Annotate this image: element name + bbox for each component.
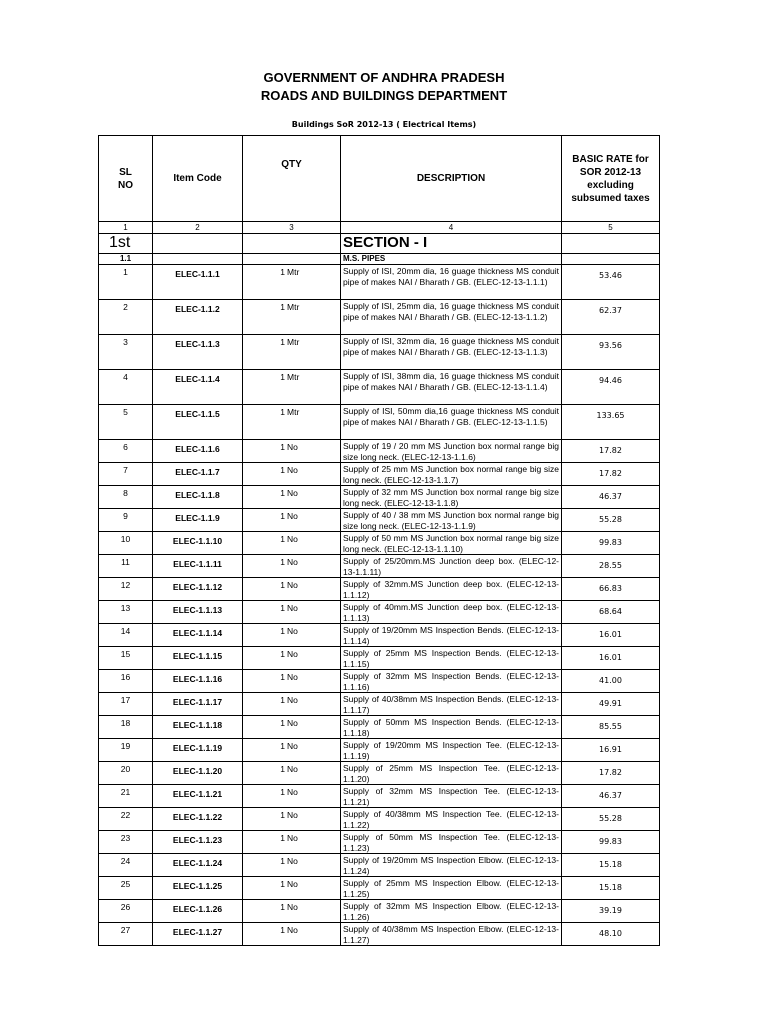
qty-unit: No <box>287 580 298 590</box>
table-row <box>99 900 660 923</box>
basic-rate-cell: 99.83 <box>562 532 660 555</box>
basic-rate-cell: 15.18 <box>562 877 660 900</box>
description-cell: Supply of 32 mm MS Junction box normal range big size long neck. (ELEC-12-13-1.1.8) <box>341 486 562 509</box>
qty-unit: No <box>287 603 298 613</box>
qty-value: 1 <box>280 557 285 567</box>
table-row <box>99 555 660 578</box>
qty-value: 1 <box>280 407 285 417</box>
item-code-cell: ELEC-1.1.11 <box>153 555 243 578</box>
table-header-row <box>99 136 660 222</box>
item-code-cell: ELEC-1.1.14 <box>153 624 243 647</box>
qty-value: 1 <box>280 626 285 636</box>
qty-value: 1 <box>280 856 285 866</box>
sl-no-cell: 4 <box>99 370 153 405</box>
qty-value: 1 <box>280 372 285 382</box>
table-row <box>99 532 660 555</box>
description-cell: Supply of ISI, 38mm dia, 16 guage thickness MS conduit pipe of makes NAI / Bharath / GB. (ELEC-12-13-1.1.4) <box>341 370 562 405</box>
description-cell: Supply of 19/20mm MS Inspection Tee. (ELEC-12-13-1.1.19) <box>341 739 562 762</box>
column-number-row <box>99 222 660 234</box>
qty-cell <box>243 370 341 405</box>
header-description: DESCRIPTION <box>341 136 562 222</box>
item-code-cell: ELEC-1.1.6 <box>153 440 243 463</box>
table-row <box>99 624 660 647</box>
qty-value: 1 <box>280 442 285 452</box>
qty-cell <box>243 831 341 854</box>
sl-no-cell: 8 <box>99 486 153 509</box>
table-row <box>99 440 660 463</box>
qty-unit: No <box>287 925 298 935</box>
header-item-code: Item Code <box>153 136 243 222</box>
item-code-cell: ELEC-1.1.22 <box>153 808 243 831</box>
item-code-cell: ELEC-1.1.13 <box>153 601 243 624</box>
qty-cell <box>243 601 341 624</box>
sl-no-cell: 3 <box>99 335 153 370</box>
header-basic-rate: BASIC RATE for SOR 2012-13 excluding subsumed taxes <box>562 136 660 222</box>
qty-cell <box>243 762 341 785</box>
sl-no-cell: 6 <box>99 440 153 463</box>
empty-cell <box>562 234 660 254</box>
sl-no-cell: 27 <box>99 923 153 946</box>
qty-unit: No <box>287 879 298 889</box>
qty-cell <box>243 265 341 300</box>
item-code-cell: ELEC-1.1.27 <box>153 923 243 946</box>
sl-no-cell: 19 <box>99 739 153 762</box>
qty-unit: No <box>287 511 298 521</box>
sl-no-cell: 13 <box>99 601 153 624</box>
table-row <box>99 335 660 370</box>
qty-unit: Mtr <box>287 302 300 312</box>
description-cell: Supply of 25/20mm.MS Junction deep box. (ELEC-12-13-1.1.11) <box>341 555 562 578</box>
description-cell: Supply of ISI, 50mm dia,16 guage thickness MS conduit pipe of makes NAI / Bharath / GB. (ELEC-12-13-1.1.5) <box>341 405 562 440</box>
description-cell: Supply of 40 / 38 mm MS Junction box normal range big size long neck. (ELEC-12-13-1.1.9) <box>341 509 562 532</box>
empty-cell <box>243 254 341 265</box>
qty-unit: No <box>287 810 298 820</box>
qty-value: 1 <box>280 787 285 797</box>
item-code-cell: ELEC-1.1.24 <box>153 854 243 877</box>
table-row <box>99 578 660 601</box>
description-cell: Supply of 25mm MS Inspection Tee. (ELEC-12-13-1.1.20) <box>341 762 562 785</box>
sl-no-cell: 1 <box>99 265 153 300</box>
sl-no-cell: 17 <box>99 693 153 716</box>
qty-cell <box>243 509 341 532</box>
basic-rate-cell: 17.82 <box>562 440 660 463</box>
basic-rate-cell: 55.28 <box>562 509 660 532</box>
item-code-cell: ELEC-1.1.7 <box>153 463 243 486</box>
description-cell: Supply of 32mm MS Inspection Tee. (ELEC-12-13-1.1.21) <box>341 785 562 808</box>
item-code-cell: ELEC-1.1.16 <box>153 670 243 693</box>
qty-value: 1 <box>280 810 285 820</box>
table-row <box>99 785 660 808</box>
table-row <box>99 923 660 946</box>
subsection-title: M.S. PIPES <box>341 254 562 265</box>
department-subtitle: ROADS AND BUILDINGS DEPARTMENT <box>260 88 508 103</box>
basic-rate-cell: 16.01 <box>562 647 660 670</box>
qty-cell <box>243 486 341 509</box>
qty-cell <box>243 440 341 463</box>
basic-rate-cell: 16.91 <box>562 739 660 762</box>
qty-value: 1 <box>280 488 285 498</box>
qty-value: 1 <box>280 925 285 935</box>
qty-unit: No <box>287 465 298 475</box>
item-code-cell: ELEC-1.1.21 <box>153 785 243 808</box>
qty-cell <box>243 335 341 370</box>
table-row <box>99 601 660 624</box>
description-cell: Supply of ISI, 32mm dia, 16 guage thickness MS conduit pipe of makes NAI / Bharath / GB. (ELEC-12-13-1.1.3) <box>341 335 562 370</box>
qty-cell <box>243 716 341 739</box>
qty-value: 1 <box>280 902 285 912</box>
column-number: 4 <box>341 222 562 234</box>
qty-unit: No <box>287 856 298 866</box>
basic-rate-cell: 68.64 <box>562 601 660 624</box>
qty-value: 1 <box>280 764 285 774</box>
item-code-cell: ELEC-1.1.2 <box>153 300 243 335</box>
subsection-row <box>99 254 660 265</box>
qty-value: 1 <box>280 649 285 659</box>
qty-unit: No <box>287 534 298 544</box>
sl-no-cell: 12 <box>99 578 153 601</box>
sl-no-cell: 16 <box>99 670 153 693</box>
sl-no-cell: 25 <box>99 877 153 900</box>
description-cell: Supply of 50mm MS Inspection Bends. (ELEC-12-13-1.1.18) <box>341 716 562 739</box>
qty-unit: No <box>287 649 298 659</box>
qty-unit: No <box>287 833 298 843</box>
qty-value: 1 <box>280 337 285 347</box>
basic-rate-cell: 15.18 <box>562 854 660 877</box>
qty-unit: No <box>287 764 298 774</box>
sl-no-cell: 11 <box>99 555 153 578</box>
description-cell: Supply of 19/20mm MS Inspection Bends. (ELEC-12-13-1.1.14) <box>341 624 562 647</box>
description-cell: Supply of 32mm MS Inspection Elbow. (ELEC-12-13-1.1.26) <box>341 900 562 923</box>
description-cell: Supply of 19 / 20 mm MS Junction box normal range big size long neck. (ELEC-12-13-1.1.6) <box>341 440 562 463</box>
description-cell: Supply of 40/38mm MS Inspection Bends. (ELEC-12-13-1.1.17) <box>341 693 562 716</box>
basic-rate-cell: 41.00 <box>562 670 660 693</box>
basic-rate-cell: 39.19 <box>562 900 660 923</box>
qty-unit: No <box>287 787 298 797</box>
qty-value: 1 <box>280 672 285 682</box>
qty-value: 1 <box>280 695 285 705</box>
column-number: 2 <box>153 222 243 234</box>
description-cell: Supply of 50mm MS Inspection Tee. (ELEC-12-13-1.1.23) <box>341 831 562 854</box>
table-row <box>99 370 660 405</box>
sl-no-cell: 21 <box>99 785 153 808</box>
basic-rate-cell: 53.46 <box>562 265 660 300</box>
qty-unit: Mtr <box>287 372 300 382</box>
item-code-cell: ELEC-1.1.12 <box>153 578 243 601</box>
item-code-cell: ELEC-1.1.4 <box>153 370 243 405</box>
header-qty: QTY <box>243 136 341 222</box>
qty-unit: Mtr <box>287 337 300 347</box>
item-code-cell: ELEC-1.1.1 <box>153 265 243 300</box>
qty-cell <box>243 300 341 335</box>
section-label: 1st <box>99 234 153 254</box>
table-row <box>99 300 660 335</box>
basic-rate-cell: 16.01 <box>562 624 660 647</box>
header-sl-no: SL NO <box>99 136 153 222</box>
table-row <box>99 808 660 831</box>
basic-rate-cell: 49.91 <box>562 693 660 716</box>
item-code-cell: ELEC-1.1.19 <box>153 739 243 762</box>
qty-value: 1 <box>280 580 285 590</box>
qty-cell <box>243 739 341 762</box>
qty-value: 1 <box>280 267 285 277</box>
sor-table <box>98 135 660 946</box>
qty-unit: No <box>287 695 298 705</box>
sl-no-cell: 2 <box>99 300 153 335</box>
item-code-cell: ELEC-1.1.23 <box>153 831 243 854</box>
sl-no-cell: 7 <box>99 463 153 486</box>
empty-cell <box>243 234 341 254</box>
qty-cell <box>243 854 341 877</box>
empty-cell <box>153 234 243 254</box>
table-row <box>99 693 660 716</box>
basic-rate-cell: 85.55 <box>562 716 660 739</box>
qty-value: 1 <box>280 465 285 475</box>
basic-rate-cell: 17.82 <box>562 762 660 785</box>
sl-no-cell: 10 <box>99 532 153 555</box>
table-row <box>99 486 660 509</box>
qty-cell <box>243 647 341 670</box>
qty-unit: No <box>287 902 298 912</box>
table-row <box>99 831 660 854</box>
qty-value: 1 <box>280 833 285 843</box>
qty-unit: No <box>287 442 298 452</box>
item-code-cell: ELEC-1.1.15 <box>153 647 243 670</box>
table-row <box>99 716 660 739</box>
qty-cell <box>243 405 341 440</box>
basic-rate-cell: 46.37 <box>562 486 660 509</box>
item-code-cell: ELEC-1.1.20 <box>153 762 243 785</box>
qty-cell <box>243 923 341 946</box>
description-cell: Supply of 25mm MS Inspection Bends. (ELEC-12-13-1.1.15) <box>341 647 562 670</box>
basic-rate-cell: 17.82 <box>562 463 660 486</box>
sor-caption: Buildings SoR 2012-13 ( Electrical Items) <box>291 120 477 129</box>
sl-no-cell: 23 <box>99 831 153 854</box>
column-number: 1 <box>99 222 153 234</box>
item-code-cell: ELEC-1.1.26 <box>153 900 243 923</box>
table-row <box>99 265 660 300</box>
basic-rate-cell: 94.46 <box>562 370 660 405</box>
qty-value: 1 <box>280 302 285 312</box>
table-row <box>99 739 660 762</box>
sl-no-cell: 5 <box>99 405 153 440</box>
qty-cell <box>243 693 341 716</box>
table-row <box>99 509 660 532</box>
description-cell: Supply of ISI, 25mm dia, 16 guage thickness MS conduit pipe of makes NAI / Bharath / GB. (ELEC-12-13-1.1.2) <box>341 300 562 335</box>
table-row <box>99 405 660 440</box>
qty-value: 1 <box>280 741 285 751</box>
sl-no-cell: 15 <box>99 647 153 670</box>
item-code-cell: ELEC-1.1.17 <box>153 693 243 716</box>
sl-no-cell: 22 <box>99 808 153 831</box>
table-row <box>99 670 660 693</box>
basic-rate-cell: 133.65 <box>562 405 660 440</box>
table-row <box>99 647 660 670</box>
basic-rate-cell: 66.83 <box>562 578 660 601</box>
qty-unit: No <box>287 672 298 682</box>
basic-rate-cell: 28.55 <box>562 555 660 578</box>
description-cell: Supply of 32mm MS Inspection Bends. (ELEC-12-13-1.1.16) <box>341 670 562 693</box>
description-cell: Supply of 40mm.MS Junction deep box. (ELEC-12-13-1.1.13) <box>341 601 562 624</box>
column-number: 3 <box>243 222 341 234</box>
table-row <box>99 877 660 900</box>
sl-no-cell: 24 <box>99 854 153 877</box>
qty-value: 1 <box>280 511 285 521</box>
item-code-cell: ELEC-1.1.8 <box>153 486 243 509</box>
description-cell: Supply of ISI, 20mm dia, 16 guage thickness MS conduit pipe of makes NAI / Bharath / GB. (ELEC-12-13-1.1.1) <box>341 265 562 300</box>
basic-rate-cell: 48.10 <box>562 923 660 946</box>
qty-cell <box>243 532 341 555</box>
sl-no-cell: 18 <box>99 716 153 739</box>
item-code-cell: ELEC-1.1.5 <box>153 405 243 440</box>
sl-no-cell: 26 <box>99 900 153 923</box>
qty-value: 1 <box>280 718 285 728</box>
description-cell: Supply of 32mm.MS Junction deep box. (ELEC-12-13-1.1.12) <box>341 578 562 601</box>
empty-cell <box>562 254 660 265</box>
qty-cell <box>243 578 341 601</box>
empty-cell <box>153 254 243 265</box>
basic-rate-cell: 55.28 <box>562 808 660 831</box>
column-number: 5 <box>562 222 660 234</box>
item-code-cell: ELEC-1.1.18 <box>153 716 243 739</box>
section-row <box>99 234 660 254</box>
basic-rate-cell: 62.37 <box>562 300 660 335</box>
department-title: GOVERNMENT OF ANDHRA PRADESH <box>263 70 505 85</box>
qty-cell <box>243 555 341 578</box>
subsection-number: 1.1 <box>99 254 153 265</box>
qty-unit: No <box>287 488 298 498</box>
item-code-cell: ELEC-1.1.10 <box>153 532 243 555</box>
description-cell: Supply of 25 mm MS Junction box normal range big size long neck. (ELEC-12-13-1.1.7) <box>341 463 562 486</box>
item-code-cell: ELEC-1.1.25 <box>153 877 243 900</box>
description-cell: Supply of 25mm MS Inspection Elbow. (ELEC-12-13-1.1.25) <box>341 877 562 900</box>
table-row <box>99 854 660 877</box>
basic-rate-cell: 99.83 <box>562 831 660 854</box>
qty-cell <box>243 900 341 923</box>
qty-unit: No <box>287 718 298 728</box>
description-cell: Supply of 50 mm MS Junction box normal range big size long neck. (ELEC-12-13-1.1.10) <box>341 532 562 555</box>
sl-no-cell: 14 <box>99 624 153 647</box>
sl-no-cell: 20 <box>99 762 153 785</box>
qty-value: 1 <box>280 879 285 889</box>
description-cell: Supply of 40/38mm MS Inspection Tee. (ELEC-12-13-1.1.22) <box>341 808 562 831</box>
table-row <box>99 762 660 785</box>
item-code-cell: ELEC-1.1.9 <box>153 509 243 532</box>
basic-rate-cell: 46.37 <box>562 785 660 808</box>
qty-cell <box>243 463 341 486</box>
qty-cell <box>243 877 341 900</box>
section-title: SECTION - I <box>341 234 562 254</box>
qty-cell <box>243 670 341 693</box>
qty-value: 1 <box>280 534 285 544</box>
qty-cell <box>243 785 341 808</box>
qty-unit: Mtr <box>287 267 300 277</box>
description-cell: Supply of 40/38mm MS Inspection Elbow. (ELEC-12-13-1.1.27) <box>341 923 562 946</box>
qty-unit: No <box>287 626 298 636</box>
qty-cell <box>243 624 341 647</box>
description-cell: Supply of 19/20mm MS Inspection Elbow. (ELEC-12-13-1.1.24) <box>341 854 562 877</box>
qty-unit: Mtr <box>287 407 300 417</box>
item-code-cell: ELEC-1.1.3 <box>153 335 243 370</box>
sl-no-cell: 9 <box>99 509 153 532</box>
basic-rate-cell: 93.56 <box>562 335 660 370</box>
qty-value: 1 <box>280 603 285 613</box>
table-row <box>99 463 660 486</box>
qty-unit: No <box>287 741 298 751</box>
qty-cell <box>243 808 341 831</box>
qty-unit: No <box>287 557 298 567</box>
